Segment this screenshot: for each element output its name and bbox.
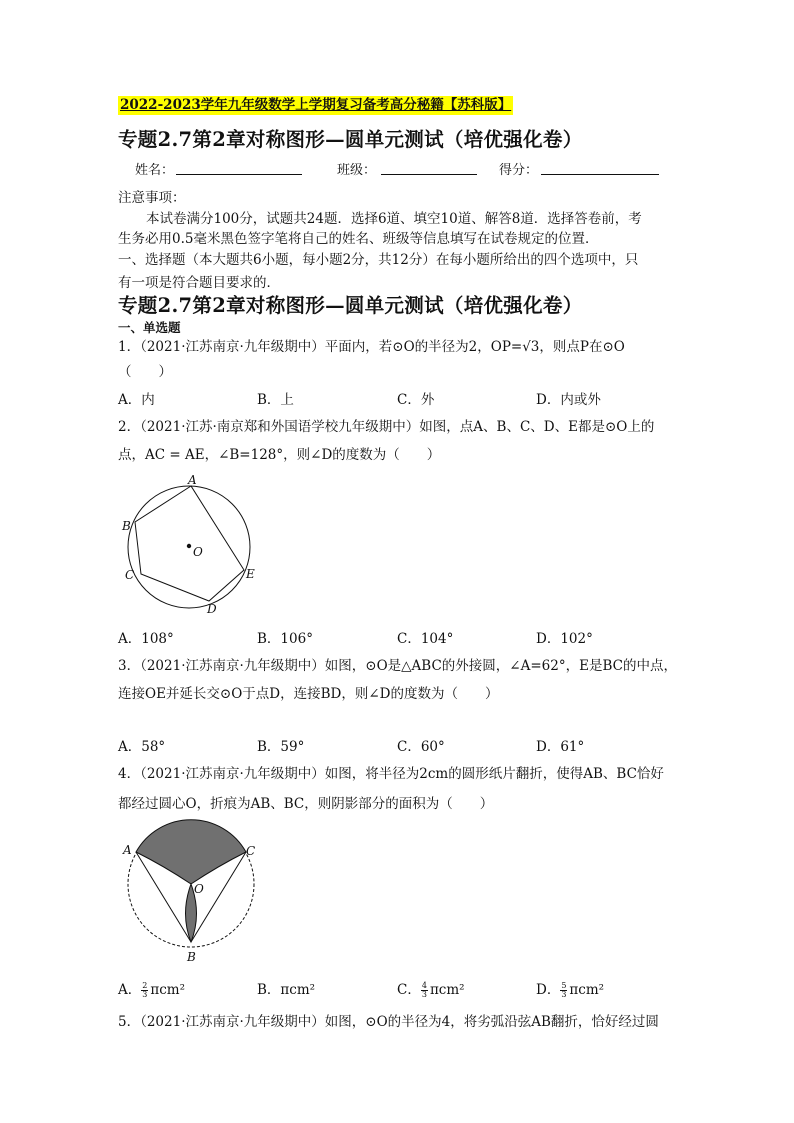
label-d: D <box>207 602 217 616</box>
option-unit: πcm² <box>569 982 605 998</box>
name-field[interactable] <box>176 174 302 175</box>
class-field[interactable] <box>381 174 477 175</box>
question-3-text: 3．（2021·江苏南京·九年级期中）如图，⊙O是△ABC的外接圆，∠A=62°，E是BC的中点， <box>118 658 677 674</box>
question-2-figure <box>115 470 275 620</box>
notes-line: 本试卷满分100分，试题共24题．选择6道、填空10道、解答8道．选择答卷前，考 <box>146 211 642 227</box>
label-c: C <box>246 844 256 858</box>
label-a: A <box>123 843 132 857</box>
option-letter: C． <box>397 982 421 998</box>
question-4-text: 4．（2021·江苏南京·九年级期中）如图，将半径为2cm的圆形纸片翻折，使得AB、BC恰好 <box>118 766 664 782</box>
label-b: B <box>187 950 196 964</box>
question-4-option-a[interactable] <box>118 978 185 999</box>
fraction: $\frac{2}{3}$ <box>142 981 148 999</box>
option-unit: πcm² <box>429 982 465 998</box>
fraction: $\frac{5}{3}$ <box>561 981 567 999</box>
question-1-option-b[interactable]: B．上 <box>257 392 294 408</box>
question-3-option-b[interactable]: B．59° <box>257 739 305 755</box>
label-a: A <box>188 473 197 487</box>
question-2-option-a[interactable]: A．108° <box>118 631 174 647</box>
section-description: 有一项是符合题目要求的． <box>118 275 280 291</box>
question-4-figure <box>118 818 268 968</box>
notes-heading: 注意事项： <box>118 190 186 206</box>
class-label: 班级： <box>337 163 377 178</box>
question-1-text: 1．（2021·江苏南京·九年级期中）平面内，若⊙O的半径为2，OP=√3，则点P在⊙O <box>118 339 625 355</box>
question-1-option-d[interactable]: D．内或外 <box>536 392 601 408</box>
question-1-option-c[interactable]: C．外 <box>397 392 435 408</box>
center-point <box>187 544 191 548</box>
question-1-option-a[interactable]: A．内 <box>118 392 155 408</box>
question-2-option-b[interactable]: B．106° <box>257 631 313 647</box>
subheading: 一、单选题 <box>118 320 181 335</box>
question-3-option-d[interactable]: D．61° <box>536 739 585 755</box>
question-3-option-a[interactable]: A．58° <box>118 739 166 755</box>
question-4-option-c[interactable] <box>397 978 465 999</box>
label-b: B <box>122 519 131 533</box>
label-o: O <box>194 882 204 896</box>
option-unit: πcm² <box>150 982 185 998</box>
score-label: 得分： <box>499 163 539 178</box>
score-field[interactable] <box>541 174 659 175</box>
shaded-cap <box>136 820 246 884</box>
name-label: 姓名： <box>135 163 175 178</box>
question-3-option-c[interactable]: C．60° <box>397 739 445 755</box>
pentagon-abcde <box>135 486 244 601</box>
option-letter: A． <box>118 982 142 998</box>
question-2-text: 2．（2021·江苏·南京郑和外国语学校九年级期中）如图，点A、B、C、D、E都是⊙O上的 <box>118 419 655 435</box>
question-4-option-b[interactable] <box>257 978 315 998</box>
question-2-option-c[interactable]: C．104° <box>397 631 454 647</box>
label-c: C <box>125 568 135 582</box>
option-letter: D． <box>536 982 561 998</box>
page-title: 专题2.7第2章对称图形—圆单元测试（培优强化卷） <box>118 128 583 151</box>
question-2-text: 点，AC = AE，∠B=128°，则∠D的度数为（ ） <box>118 447 441 463</box>
question-4-option-d[interactable] <box>536 978 604 999</box>
fraction: $\frac{4}{3}$ <box>421 981 427 999</box>
label-o: O <box>193 545 203 559</box>
notes-line: 生务必用0.5毫米黑色签字笔将自己的姓名、班级等信息填写在试卷规定的位置． <box>118 231 599 247</box>
question-1-bracket: （ ） <box>118 364 172 380</box>
question-2-option-d[interactable]: D．102° <box>536 631 593 647</box>
question-4-text: 都经过圆心O，折痕为AB、BC，则阴影部分的面积为（ ） <box>118 796 494 812</box>
series-banner: 2022-2023学年九年级数学上学期复习备考高分秘籍【苏科版】 <box>120 97 512 113</box>
question-5-text: 5．（2021·江苏南京·九年级期中）如图，⊙O的半径为4，将劣弧沿弦AB翻折，恰好经过圆 <box>118 1014 659 1030</box>
section-description: 一、选择题（本大题共6小题，每小题2分，共12分）在每小题所给出的四个选项中，只 <box>118 252 639 268</box>
option-letter: B． <box>257 982 281 998</box>
section-title: 专题2.7第2章对称图形—圆单元测试（培优强化卷） <box>118 294 583 317</box>
option-unit: πcm² <box>280 982 316 998</box>
label-e: E <box>246 567 255 581</box>
question-3-text: 连接OE并延长交⊙O于点D，连接BD，则∠D的度数为（ ） <box>118 686 499 702</box>
